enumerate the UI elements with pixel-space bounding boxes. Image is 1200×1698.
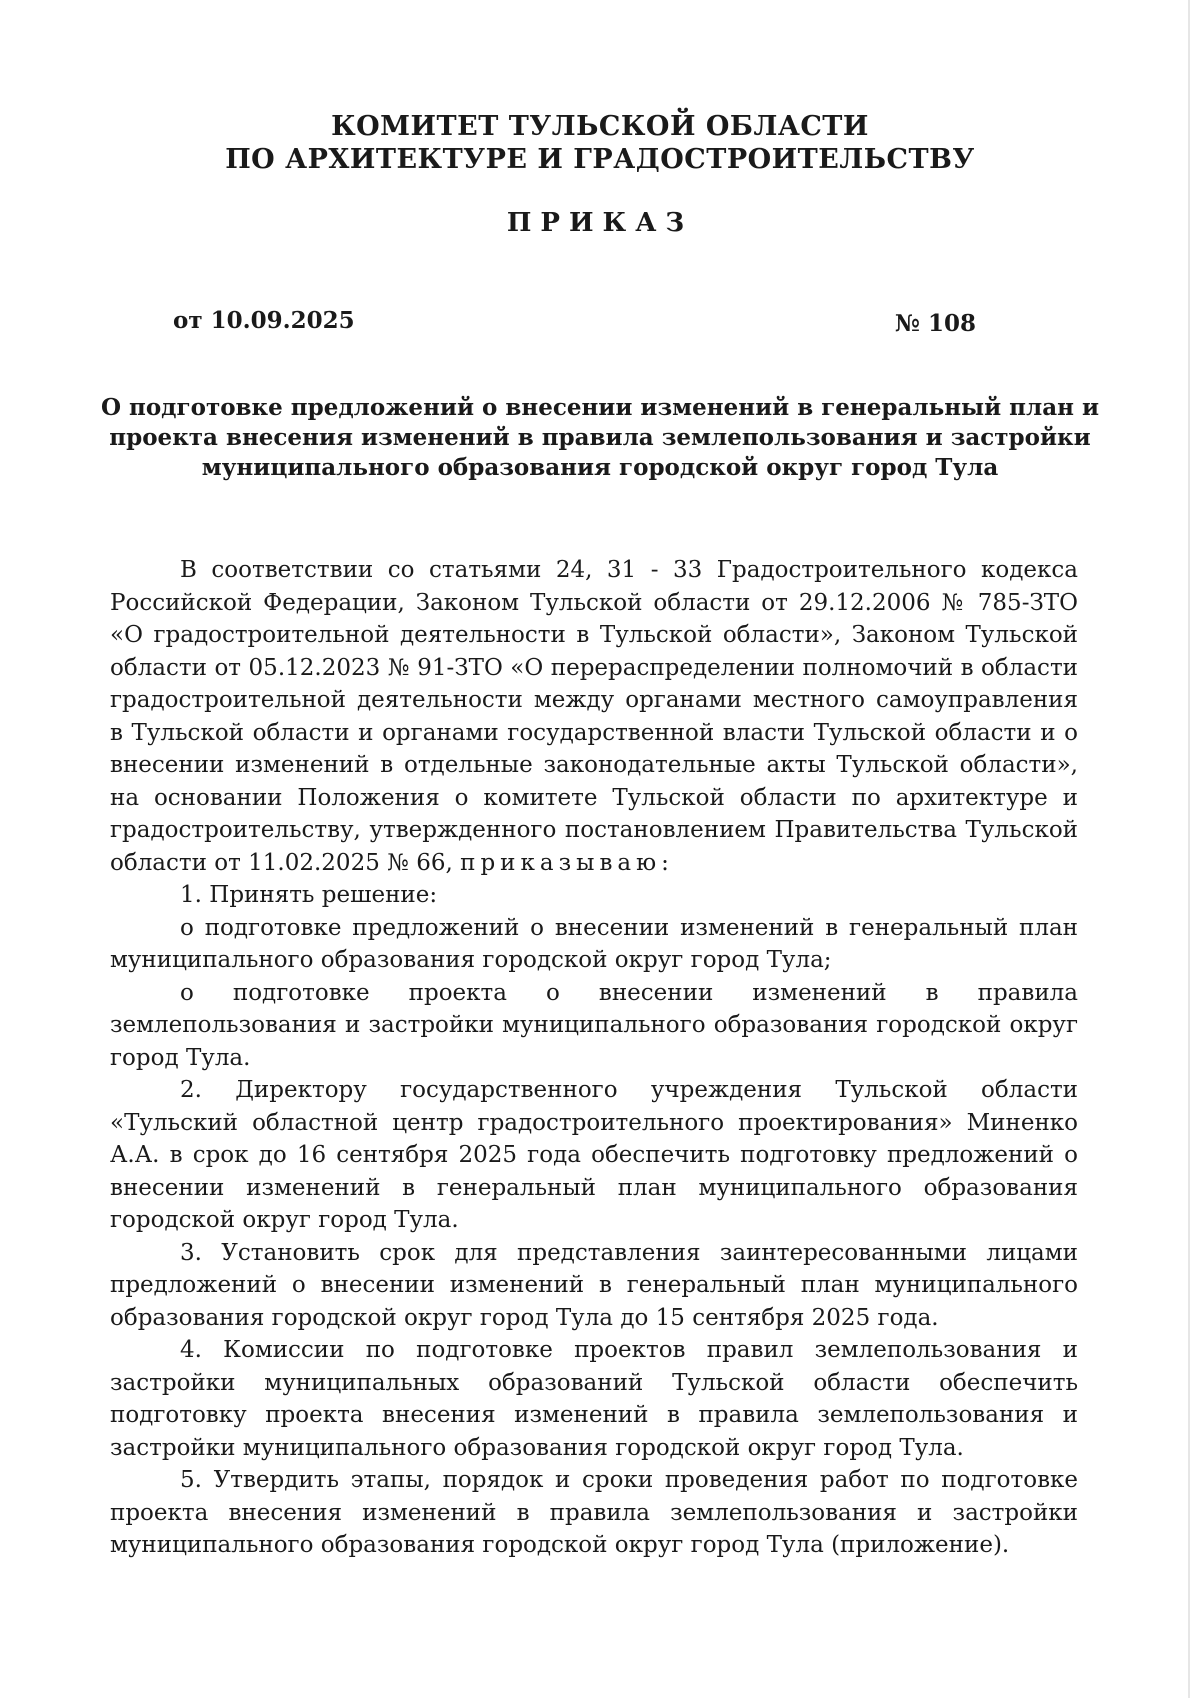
subject-line-1: О подготовке предложений о внесении изменений в генеральный план и bbox=[100, 394, 1100, 421]
committee-name-line-2: ПО АРХИТЕКТУРЕ И ГРАДОСТРОИТЕЛЬСТВУ bbox=[225, 144, 975, 175]
preamble-paragraph bbox=[110, 554, 1078, 879]
item-4: 4. Комиссии по подготовке проектов правил землепользования и застройки муниципальных образований Тульской области обеспечить подготовку проекта внесения изменений в правила землепользования и застройки муниципального образования городской округ город Тула. bbox=[110, 1337, 1078, 1461]
subject-line-3: муниципального образования городской округ город Тула bbox=[201, 454, 999, 481]
item-3: 3. Установить срок для представления заинтересованными лицами предложений о внесении изменений в генеральный план муниципального образования городской округ город Тула до 15 сентября 2025 года. bbox=[110, 1239, 1078, 1331]
item-1: 1. Принять решение: bbox=[180, 882, 438, 908]
order-word: приказываю: bbox=[460, 849, 674, 876]
order-number: № 108 bbox=[894, 310, 976, 337]
order-date: от 10.09.2025 bbox=[173, 307, 355, 334]
committee-name-line-1: КОМИТЕТ ТУЛЬСКОЙ ОБЛАСТИ bbox=[331, 111, 869, 142]
item-1b: о подготовке проекта о внесении изменений в правила землепользования и застройки муниципального образования городской округ город Тула. bbox=[110, 979, 1078, 1071]
preamble-text: В соответствии со статьями 24, 31 - 33 Градостроительного кодекса Российской Федерации, Законом Тульской области от 29.12.2006 № 785-ЗТО «О градостроительной деятельности в Тульской области», Законом Тульской области от 05.12.2023 № 91-ЗТО «О перераспределении полномочий в области градостроительной деятельности между органами местного самоуправления в Тульской области и органами государственной власти Тульской области и о внесении изменений в отдельные законодательные акты Тульской области», на основании Положения о комитете Тульской области по архитектуре и градостроительству, утвержденного постановлением Правительства Тульской области от 11.02.2025 № 66, bbox=[110, 557, 1078, 876]
order-body bbox=[110, 554, 1078, 1562]
item-2: 2. Директору государственного учреждения Тульской области «Тульский областной центр градостроительного проектирования» Миненко А.А. в срок до 16 сентября 2025 года обеспечить подготовку предложений о внесении изменений в генеральный план муниципального образования городской округ город Тула. bbox=[110, 1077, 1078, 1233]
document-type-title: ПРИКАЗ bbox=[506, 208, 694, 238]
item-1a: о подготовке предложений о внесении изменений в генеральный план муниципального образования городской округ город Тула; bbox=[110, 914, 1078, 973]
order-subject bbox=[0, 393, 1200, 483]
page-edge-divider bbox=[1188, 0, 1190, 1698]
item-5: 5. Утвердить этапы, порядок и сроки проведения работ по подготовке проекта внесения изменений в правила землепользования и застройки муниципального образования городской округ город Тула (приложение). bbox=[110, 1467, 1078, 1558]
subject-line-2: проекта внесения изменений в правила землепользования и застройки bbox=[109, 424, 1091, 451]
